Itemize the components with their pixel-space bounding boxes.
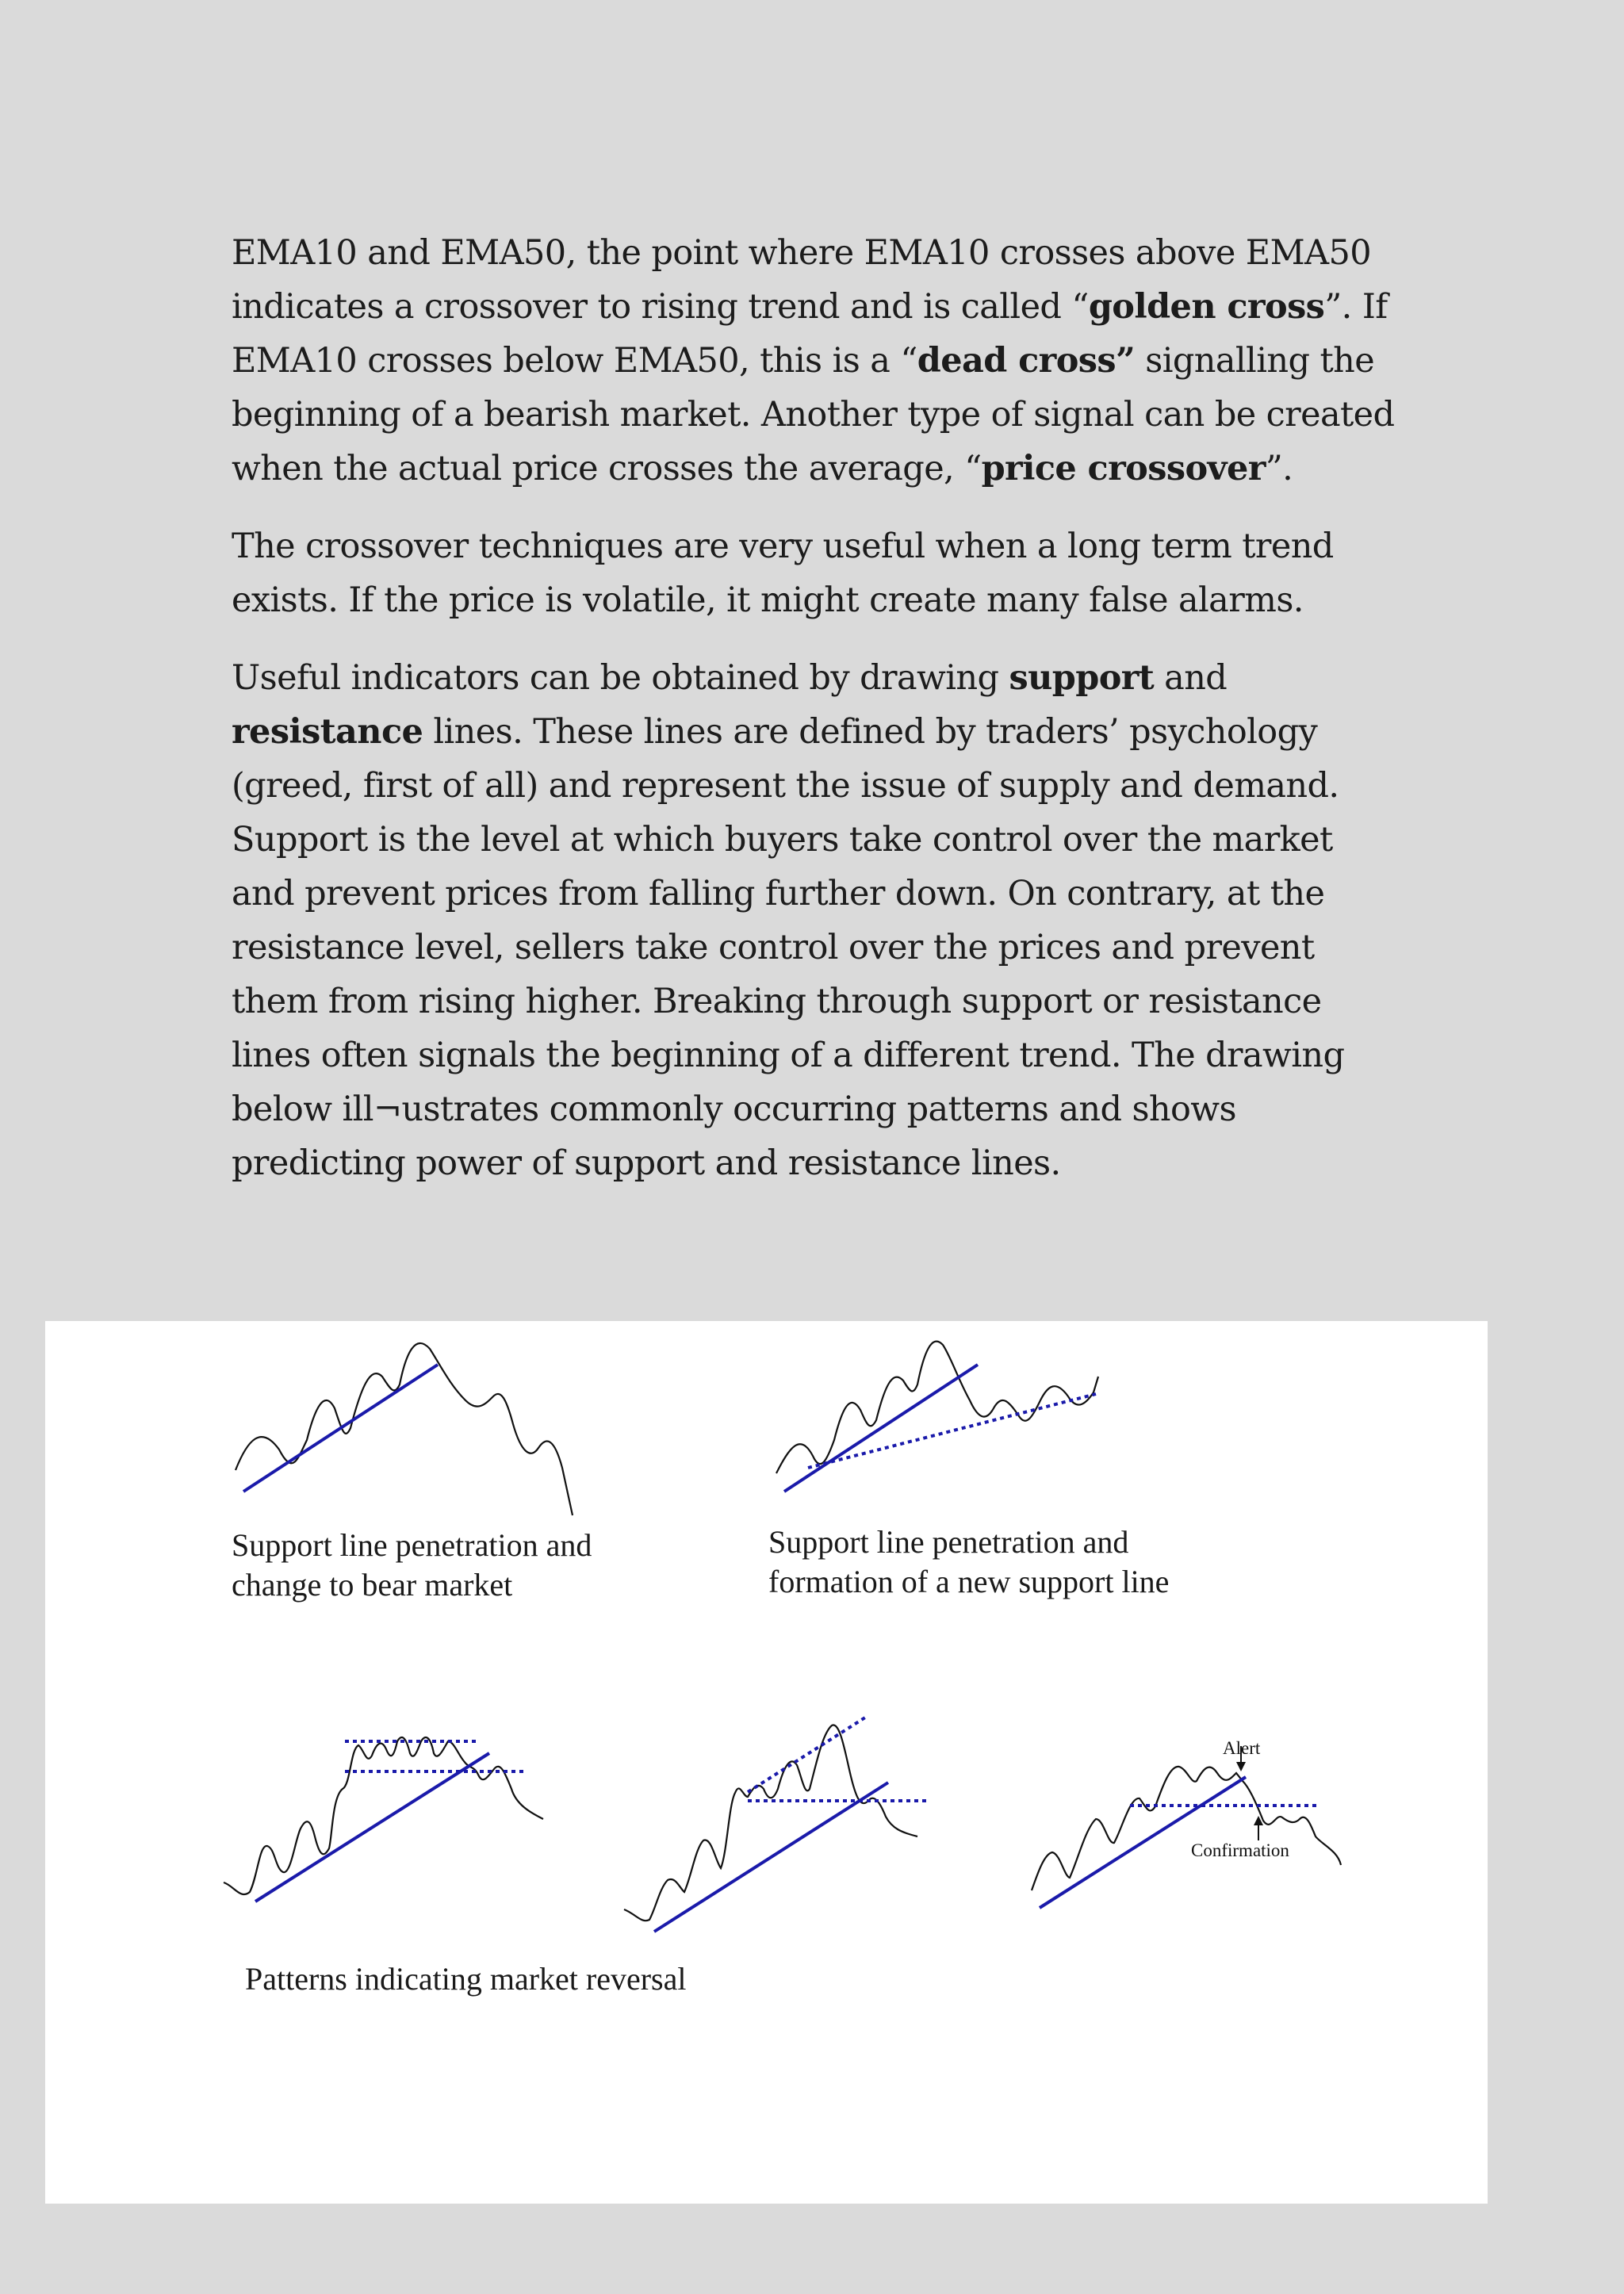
pattern-bear-market (236, 1343, 573, 1515)
figure-drawing (45, 1321, 1488, 2204)
pattern-alert-confirmation (1032, 1738, 1341, 1908)
support-line (784, 1365, 978, 1492)
rising-resistance-line (748, 1718, 865, 1792)
paragraph-crossover-signals: EMA10 and EMA50, the point where EMA10 crosses above EMA50 indicates a crossover to rising trend and is called “golden cross”. If EMA10 crosses below EMA50, this is a “dead cross” signalling the beginning of a bearish market. Another type of signal can be created when the actual price crosses the average, “price crossover”. (232, 233, 1395, 488)
price-curve (236, 1343, 573, 1515)
price-curve (1032, 1767, 1341, 1890)
term-resistance: resistance (232, 712, 423, 752)
paragraph-support-resistance: Useful indicators can be obtained by drawing support and resistance lines. These lines are defined by traders’ psychology (greed, first of all) and represent the issue of supply and demand. Support is the level at which buyers take control over the market and prevent prices from falling further down. On contrary, at the resistance level, sellers take control over the prices and prevent them from rising higher. Breaking through support or resistance lines often signals the beginning of a different trend. The drawing below ill¬ustrates commonly occurring patterns and shows predicting power of support and resistance lines. (232, 658, 1345, 1183)
caption-bear-market: Support line penetration and change to bear market (232, 1527, 592, 1603)
confirmation-label: Confirmation (1191, 1840, 1289, 1860)
price-curve (624, 1725, 917, 1921)
alert-label: Alert (1223, 1738, 1261, 1758)
alert-arrowhead (1236, 1762, 1246, 1771)
term-price-crossover: price crossover (981, 449, 1266, 488)
support-resistance-figure (45, 1321, 1488, 2204)
pattern-new-support (776, 1342, 1098, 1492)
price-curve (224, 1737, 543, 1894)
new-support-line (808, 1394, 1096, 1468)
paragraph-crossover-usefulness: The crossover techniques are very useful when a long term trend exists. If the price is volatile, it might create many false alarms. (232, 527, 1334, 620)
support-line (255, 1753, 489, 1901)
term-golden-cross: golden cross (1088, 287, 1325, 327)
pattern-reversal-1 (224, 1737, 543, 1901)
caption-new-support: Support line penetration and formation of a new support line (768, 1524, 1170, 1599)
caption-market-reversal: Patterns indicating market reversal (245, 1961, 687, 1997)
pattern-reversal-2 (624, 1718, 928, 1932)
body-text (232, 226, 1397, 1214)
support-line (654, 1783, 888, 1932)
support-line (243, 1365, 438, 1492)
term-support: support (1009, 658, 1155, 698)
term-dead-cross: dead cross” (917, 341, 1136, 381)
